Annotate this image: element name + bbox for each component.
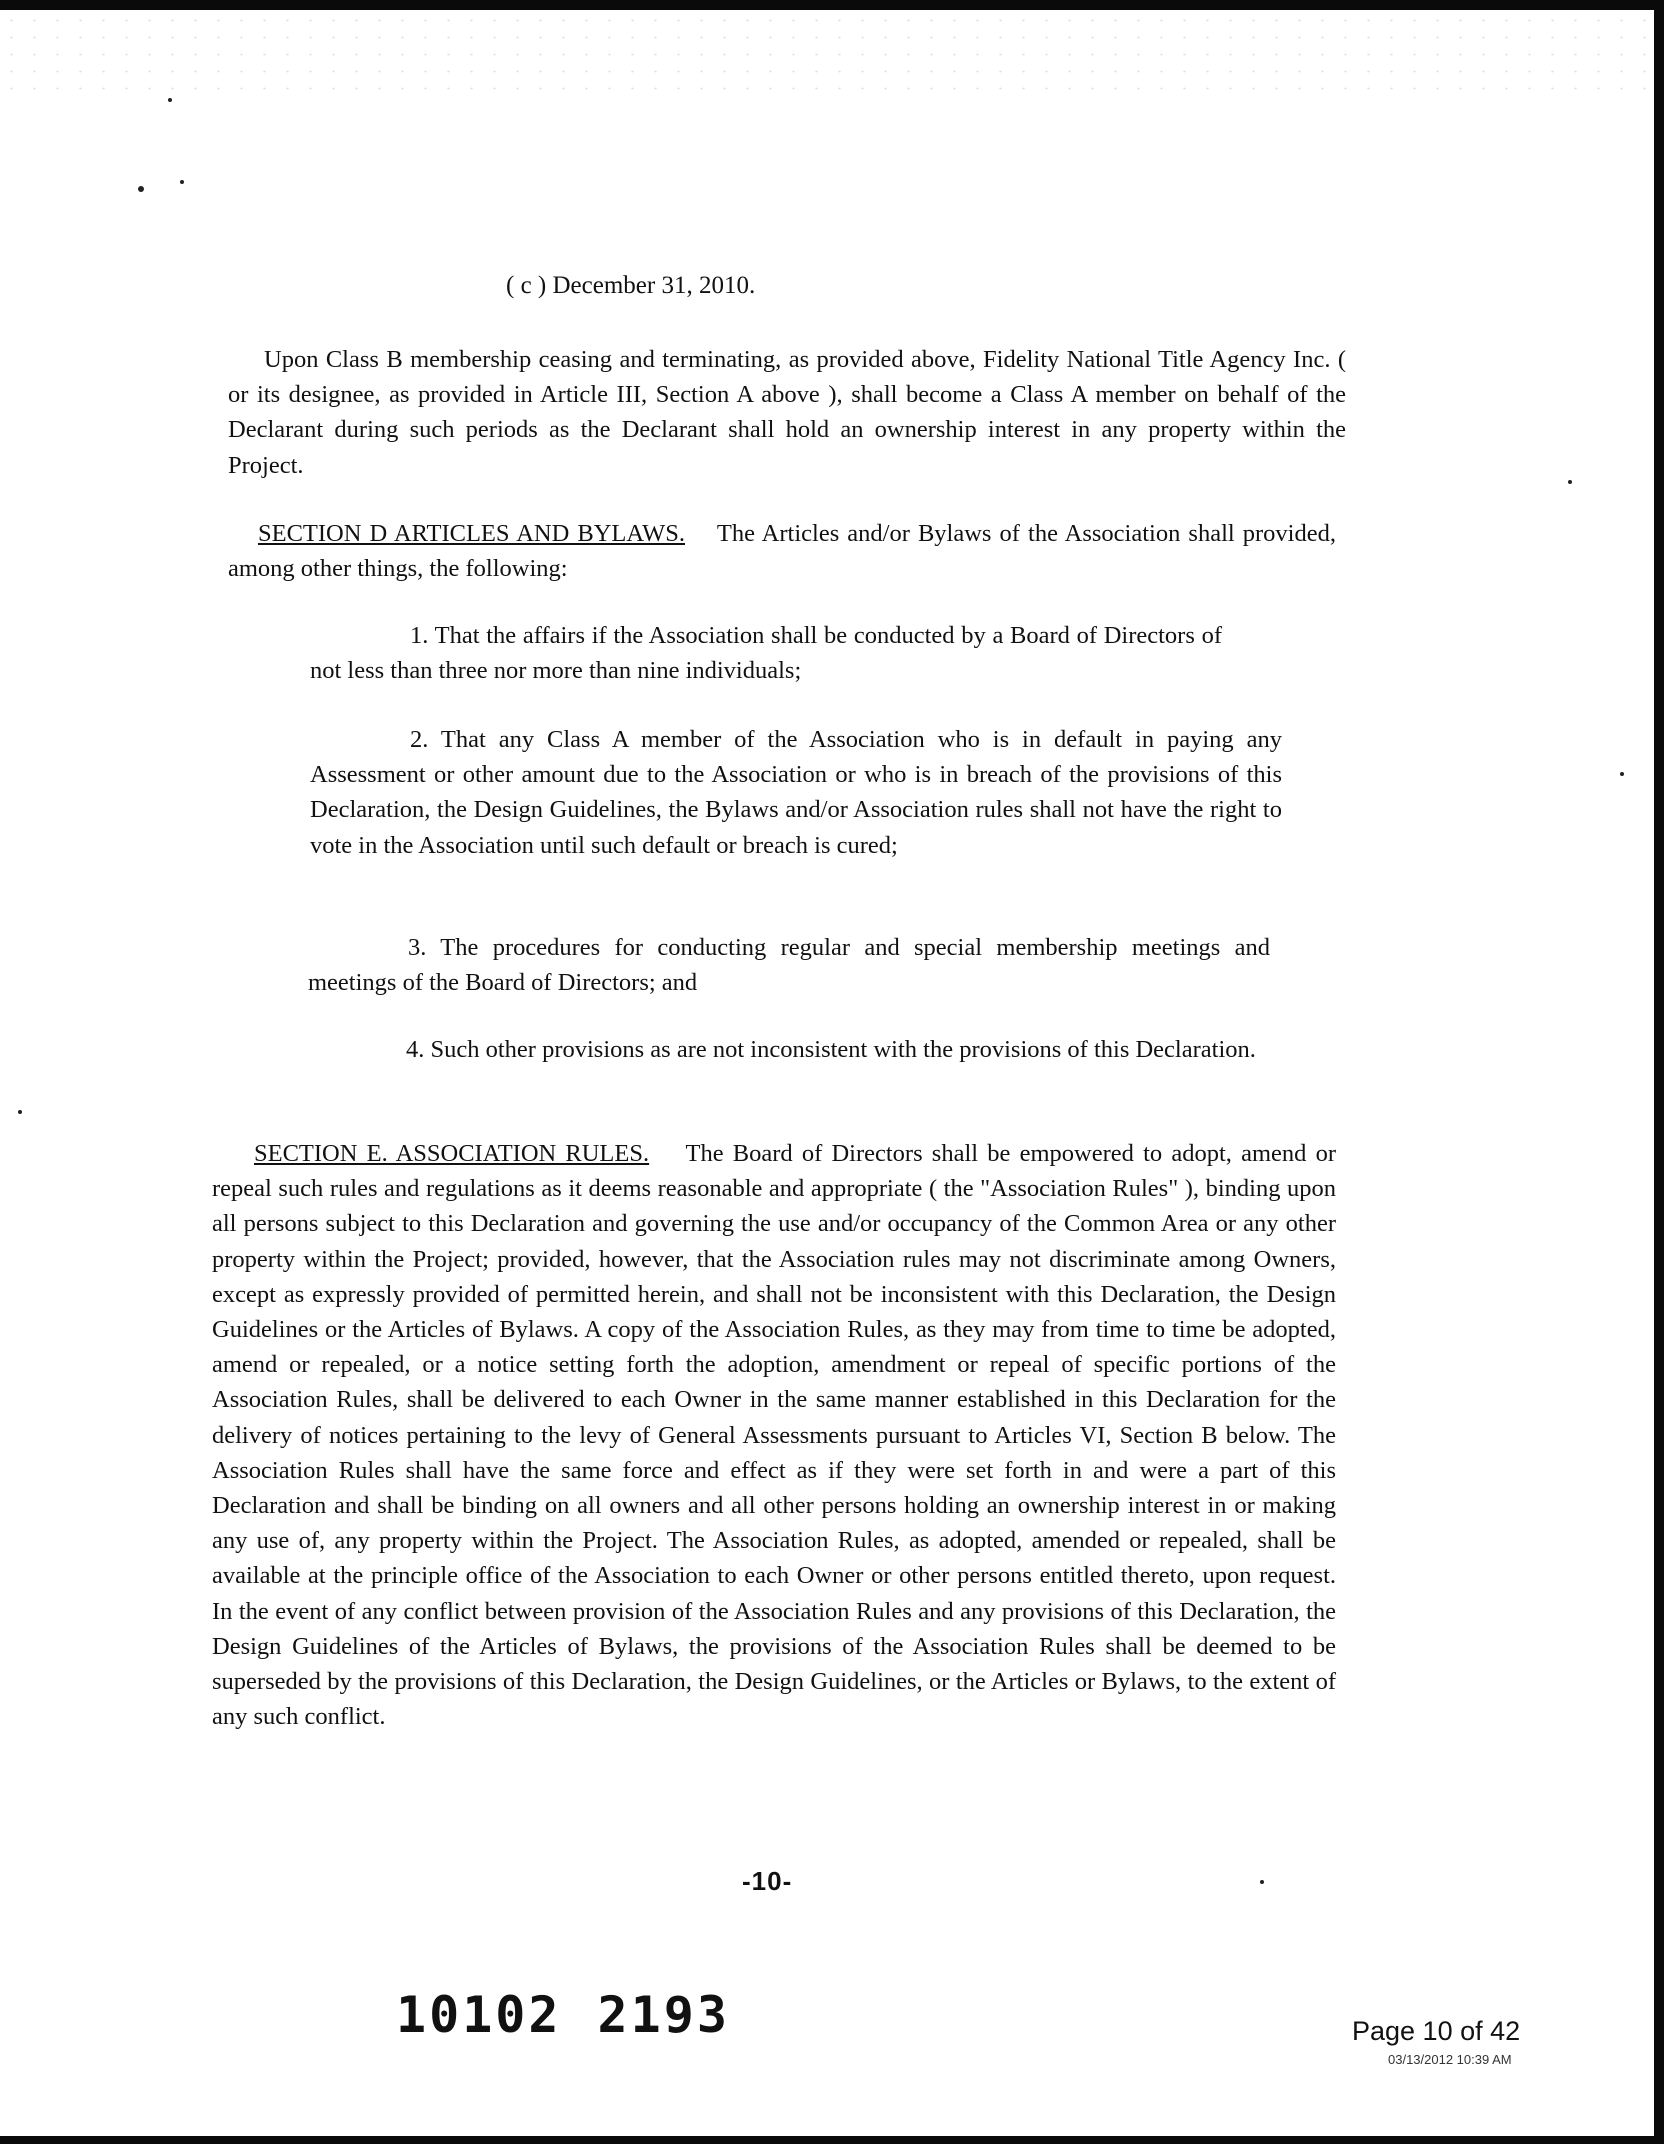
- section-d-item-1: 1. That the affairs if the Association shall be conducted by a Board of Directors of not less than three nor more than nine individuals;: [310, 622, 1222, 685]
- scan-speck: [180, 180, 184, 184]
- section-e-paragraph: [212, 1136, 1336, 1734]
- scan-speck: [168, 98, 172, 102]
- recording-stamp: [396, 1986, 730, 2044]
- scan-speck: [1620, 772, 1624, 776]
- scan-frame-right: [1654, 0, 1664, 2144]
- section-e-title: SECTION E. ASSOCIATION RULES.: [254, 1140, 650, 1167]
- scan-speck: [138, 186, 144, 192]
- item-c-date: ( c ) December 31, 2010.: [506, 272, 756, 299]
- scan-frame-top: [0, 0, 1664, 10]
- recording-page: 2193: [597, 1986, 730, 2044]
- page-number: -10-: [742, 1866, 793, 1896]
- scan-frame-bottom: [0, 2136, 1664, 2144]
- scan-speck: [18, 1110, 22, 1114]
- class-b-paragraph: Upon Class B membership ceasing and terminating, as provided above, Fidelity National Title Agency Inc. ( or its designee, as provided in Article III, Section A above ), shall become a Class A member on behalf of the Declarant during such periods as the Declarant shall hold an ownership interest in any property within the Project.: [228, 346, 1346, 479]
- section-e-body: The Board of Directors shall be empowered to adopt, amend or repeal such rules and regulations as it deems reasonable and appropriate ( the "Association Rules" ), binding upon all persons subject to this Declaration and governing the use and/or occupancy of the Common Area or any other property within the Project; provided, however, that the Association rules may not discriminate among Owners, except as expressly provided of permitted herein, and shall not be inconsistent with this Declaration, the Design Guidelines or the Articles of Bylaws. A copy of the Association Rules, as they may from time to time be adopted, amend or repealed, or a notice setting forth the adoption, amendment or repeal of specific portions of the Association Rules, shall be delivered to each Owner in the same manner established in this Declaration for the delivery of notices pertaining to the levy of General Assessments pursuant to Articles VI, Section B below. The Association Rules shall have the same force and effect as if they were set forth in and were a part of this Declaration and shall be binding on all owners and all other persons holding an ownership interest in or making any use of, any property within the Project. The Association Rules, as adopted, amended or repealed, shall be available at the principle office of the Association to each Owner or other persons entitled thereto, upon request. In the event of any conflict between provision of the Association Rules and any provisions of this Declaration, the Design Guidelines of the Articles of Bylaws, the provisions of the Association Rules shall be deemed to be superseded by the provisions of this Declaration, the Design Guidelines, or the Articles or Bylaws, to the extent of any such conflict.: [212, 1140, 1336, 1731]
- scan-noise: [0, 12, 1650, 92]
- section-d-item-2: 2. That any Class A member of the Association who is in default in paying any Assessment or other amount due to the Association or who is in breach of the provisions of this Declaration, the Design Guidelines, the Bylaws and/or Association rules shall not have the right to vote in the Association until such default or breach is cured;: [310, 726, 1282, 859]
- recording-book: 10102: [396, 1986, 562, 2044]
- section-d-item-4: 4. Such other provisions as are not inconsistent with the provisions of this Declaration.: [406, 1036, 1256, 1063]
- section-d-intro: The Articles and/or Bylaws of the Association shall provided, among other things, the following:: [228, 520, 1336, 583]
- section-d-paragraph: [228, 516, 1336, 586]
- section-d-title: SECTION D ARTICLES AND BYLAWS.: [258, 520, 685, 547]
- section-d-item-3: 3. The procedures for conducting regular and special membership meetings and meetings of the Board of Directors; and: [308, 934, 1270, 997]
- print-timestamp: 03/13/2012 10:39 AM: [1388, 2052, 1512, 2067]
- page-of-indicator: Page 10 of 42: [1352, 2016, 1521, 2046]
- scan-speck: [1568, 480, 1572, 484]
- scan-speck: [1260, 1880, 1264, 1884]
